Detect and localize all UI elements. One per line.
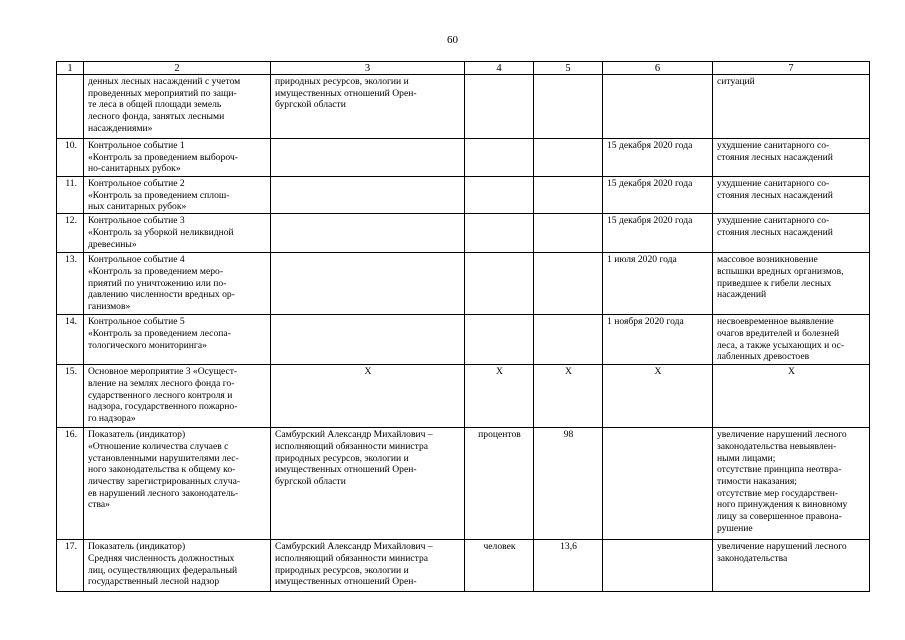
- value: 13,6: [534, 540, 603, 592]
- value: [534, 75, 603, 139]
- event-name: Показатель (индикатор) «Отношение количества случаев с установленными нарушителями лес- ного законодательства к общему ко- личеству зарегистрированных случа- ев нарушений лесного законодатель- ства»: [84, 428, 271, 540]
- due-date: [603, 428, 713, 540]
- row-number: 10.: [57, 139, 84, 177]
- risk: массовое возникновение вспышки вредных организмов, приведшее к гибели лесных насаждений: [713, 253, 870, 315]
- value: 98: [534, 428, 603, 540]
- responsible: Самбурский Александр Михайлович – исполняющий обязанности министра природных ресурсов, экологии и имущественных отношений Орен- бургской области: [271, 428, 465, 540]
- table-row: [57, 75, 870, 139]
- responsible: природных ресурсов, экологии и имущественных отношений Орен- бургской области: [271, 75, 465, 139]
- plan-table: [56, 61, 870, 592]
- table-header-row: [57, 62, 870, 75]
- responsible: [271, 177, 465, 214]
- unit: человек: [465, 540, 534, 592]
- risk-x-mark: X: [713, 365, 870, 428]
- unit: [465, 214, 534, 253]
- table-row: [57, 540, 870, 592]
- risk: ситуаций: [713, 75, 870, 139]
- header-cell: 4: [465, 62, 534, 75]
- risk: ухудшение санитарного со- стояния лесных насаждений: [713, 177, 870, 214]
- header-cell: 7: [713, 62, 870, 75]
- header-cell: 3: [271, 62, 465, 75]
- event-name: Контрольное событие 4 «Контроль за проведением меро- приятий по уничтожению или по- давлению численности вредных ор- ганизмов»: [84, 253, 271, 315]
- header-cell: 2: [84, 62, 271, 75]
- event-name: Основное мероприятие 3 «Осущест- вление на землях лесного фонда го- сударственного лесного контроля и надзора, государственного пожарно- го надзора»: [84, 365, 271, 428]
- value: [534, 177, 603, 214]
- due-date: [603, 75, 713, 139]
- responsible-x-mark: X: [271, 365, 465, 428]
- value: [534, 139, 603, 177]
- table-row: [57, 139, 870, 177]
- value: [534, 253, 603, 315]
- responsible: Самбурский Александр Михайлович – исполняющий обязанности министра природных ресурсов, экологии и имущественных отношений Орен-: [271, 540, 465, 592]
- unit: [465, 177, 534, 214]
- table-row: [57, 428, 870, 540]
- event-name: Контрольное событие 2 «Контроль за проведением сплош- ных санитарных рубок»: [84, 177, 271, 214]
- risk: увеличение нарушений лесного законодательства: [713, 540, 870, 592]
- header-cell: 1: [57, 62, 84, 75]
- unit: [465, 315, 534, 365]
- risk: несвоевременное выявление очагов вредителей и болезней леса, а также усыхающих и ос- лабленных древостоев: [713, 315, 870, 365]
- page-number: 60: [447, 34, 458, 46]
- row-number: 15.: [57, 365, 84, 428]
- due-date: [603, 540, 713, 592]
- row-number: 13.: [57, 253, 84, 315]
- event-name: Контрольное событие 5 «Контроль за проведением лесопа- тологического мониторинга»: [84, 315, 271, 365]
- risk: ухудшение санитарного со- стояния лесных насаждений: [713, 139, 870, 177]
- row-number: [57, 75, 84, 139]
- table-row: [57, 177, 870, 214]
- responsible: [271, 315, 465, 365]
- unit: процентов: [465, 428, 534, 540]
- header-cell: 5: [534, 62, 603, 75]
- due-date: 1 июля 2020 года: [603, 253, 713, 315]
- table-row: [57, 315, 870, 365]
- unit: [465, 139, 534, 177]
- row-number: 11.: [57, 177, 84, 214]
- table-row: [57, 365, 870, 428]
- row-number: 17.: [57, 540, 84, 592]
- header-cell: 6: [603, 62, 713, 75]
- unit: [465, 75, 534, 139]
- risk: ухудшение санитарного со- стояния лесных насаждений: [713, 214, 870, 253]
- row-number: 12.: [57, 214, 84, 253]
- due-date: 1 ноября 2020 года: [603, 315, 713, 365]
- event-name: Показатель (индикатор) Средняя численность должностных лиц, осуществляющих федеральный государственный лесной надзор: [84, 540, 271, 592]
- due-date: 15 декабря 2020 года: [603, 177, 713, 214]
- unit: [465, 253, 534, 315]
- due-date: 15 декабря 2020 года: [603, 214, 713, 253]
- responsible: [271, 139, 465, 177]
- table-row: [57, 214, 870, 253]
- value: [534, 315, 603, 365]
- unit-x-mark: X: [465, 365, 534, 428]
- row-number: 16.: [57, 428, 84, 540]
- due-date: 15 декабря 2020 года: [603, 139, 713, 177]
- date-x-mark: X: [603, 365, 713, 428]
- event-name: денных лесных насаждений с учетом проведенных мероприятий по защи- те леса в общей площади земель лесного фонда, занятых лесными насаждениями»: [84, 75, 271, 139]
- risk: увеличение нарушений лесного законодательства невыявлен- ными лицами; отсутствие принципа неотвра- тимости наказания; отсутствие мер государствен- ного принуждения к виновному лицу за совершенное правона- рушение: [713, 428, 870, 540]
- value: [534, 214, 603, 253]
- event-name: Контрольное событие 1 «Контроль за проведением выбороч- но-санитарных рубок»: [84, 139, 271, 177]
- row-number: 14.: [57, 315, 84, 365]
- value-x-mark: X: [534, 365, 603, 428]
- responsible: [271, 214, 465, 253]
- table-row: [57, 253, 870, 315]
- event-name: Контрольное событие 3 «Контроль за уборкой неликвидной древесины»: [84, 214, 271, 253]
- responsible: [271, 253, 465, 315]
